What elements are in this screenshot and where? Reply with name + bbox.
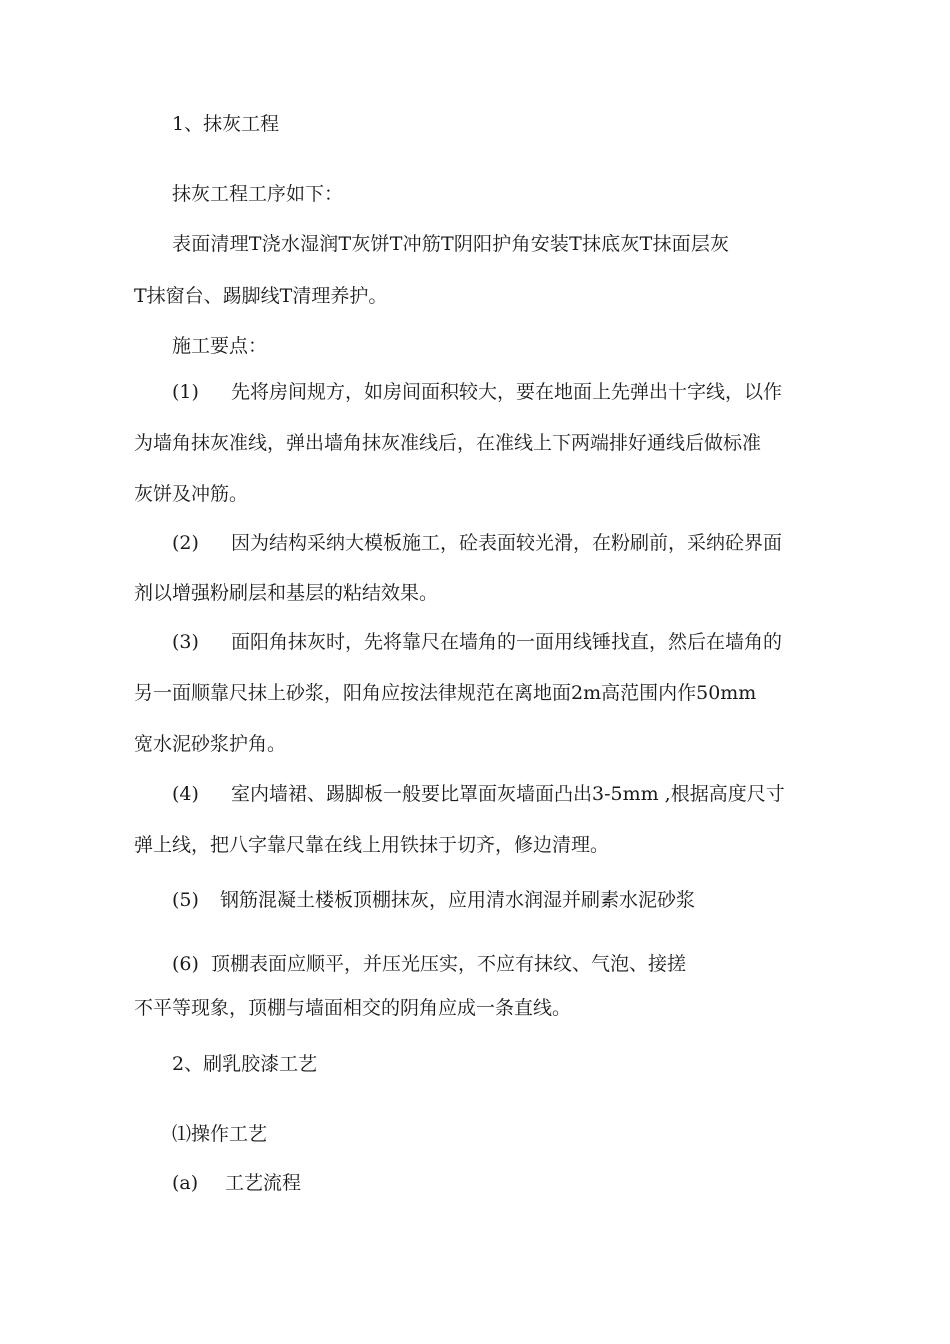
item-number-4: (4) bbox=[172, 783, 199, 805]
process-intro: 抹灰工程工序如下： bbox=[172, 183, 344, 205]
item-number-2: (2) bbox=[172, 532, 199, 554]
item-6-line-2: 不平等现象，顶棚与墙面相交的阴角应成一条直线。 bbox=[134, 997, 572, 1019]
item-1-line-1: 先将房间规方，如房间面积较大，要在地面上先弹出十字线，以作 bbox=[231, 381, 783, 403]
process-flow-line-1: 表面清理T浇水湿润T灰饼T冲筋T阴阳护角安装T抹底灰T抹面层灰 bbox=[172, 233, 730, 255]
item-6-line-1: 顶棚表面应顺平，并压光压实，不应有抹纹、气泡、接搓 bbox=[211, 953, 687, 975]
item-number-5: (5) bbox=[172, 889, 199, 911]
item-number-3: (3) bbox=[172, 631, 199, 653]
item-1-line-2: 为墙角抹灰准线，弹出墙角抹灰准线后，在准线上下两端排好通线后做标准 bbox=[134, 432, 762, 454]
item-3-line-1: 面阳角抹灰时，先将靠尺在墙角的一面用线锤找直，然后在墙角的 bbox=[231, 631, 783, 653]
process-flow-line-2: T抹窗台、踢脚线T清理养护。 bbox=[134, 285, 388, 307]
subitem-number-a: (a) bbox=[172, 1172, 199, 1194]
item-3-line-2: 另一面顺靠尺抹上砂浆，阳角应按法律规范在离地面2m高范围内作50mm bbox=[134, 682, 757, 704]
item-number-1: (1) bbox=[172, 381, 199, 403]
subheading-operation: ⑴操作工艺 bbox=[172, 1123, 268, 1145]
section-heading-plastering: 1、抹灰工程 bbox=[172, 113, 280, 135]
item-number-6: (6) bbox=[172, 953, 199, 975]
item-2-line-2: 剂以增强粉刷层和基层的粘结效果。 bbox=[134, 582, 439, 604]
item-2-line-1: 因为结构采纳大模板施工，砼表面较光滑，在粉刷前，采纳砼界面 bbox=[231, 532, 783, 554]
item-4-line-1: 室内墙裙、踢脚板一般要比罩面灰墙面凸出3-5mm ,根据高度尺寸 bbox=[231, 783, 785, 805]
subitem-a-text: 工艺流程 bbox=[225, 1172, 302, 1194]
item-5-line-1: 钢筋混凝土楼板顶棚抹灰，应用清水润湿并刷素水泥砂浆 bbox=[220, 889, 696, 911]
item-3-line-3: 宽水泥砂浆护角。 bbox=[134, 733, 287, 755]
item-4-line-2: 弹上线，把八字靠尺靠在线上用铁抹于切齐，修边清理。 bbox=[134, 834, 610, 856]
key-points-heading: 施工要点： bbox=[172, 335, 268, 357]
section-heading-latex-paint: 2、刷乳胶漆工艺 bbox=[172, 1053, 318, 1075]
item-1-line-3: 灰饼及冲筋。 bbox=[134, 483, 249, 505]
